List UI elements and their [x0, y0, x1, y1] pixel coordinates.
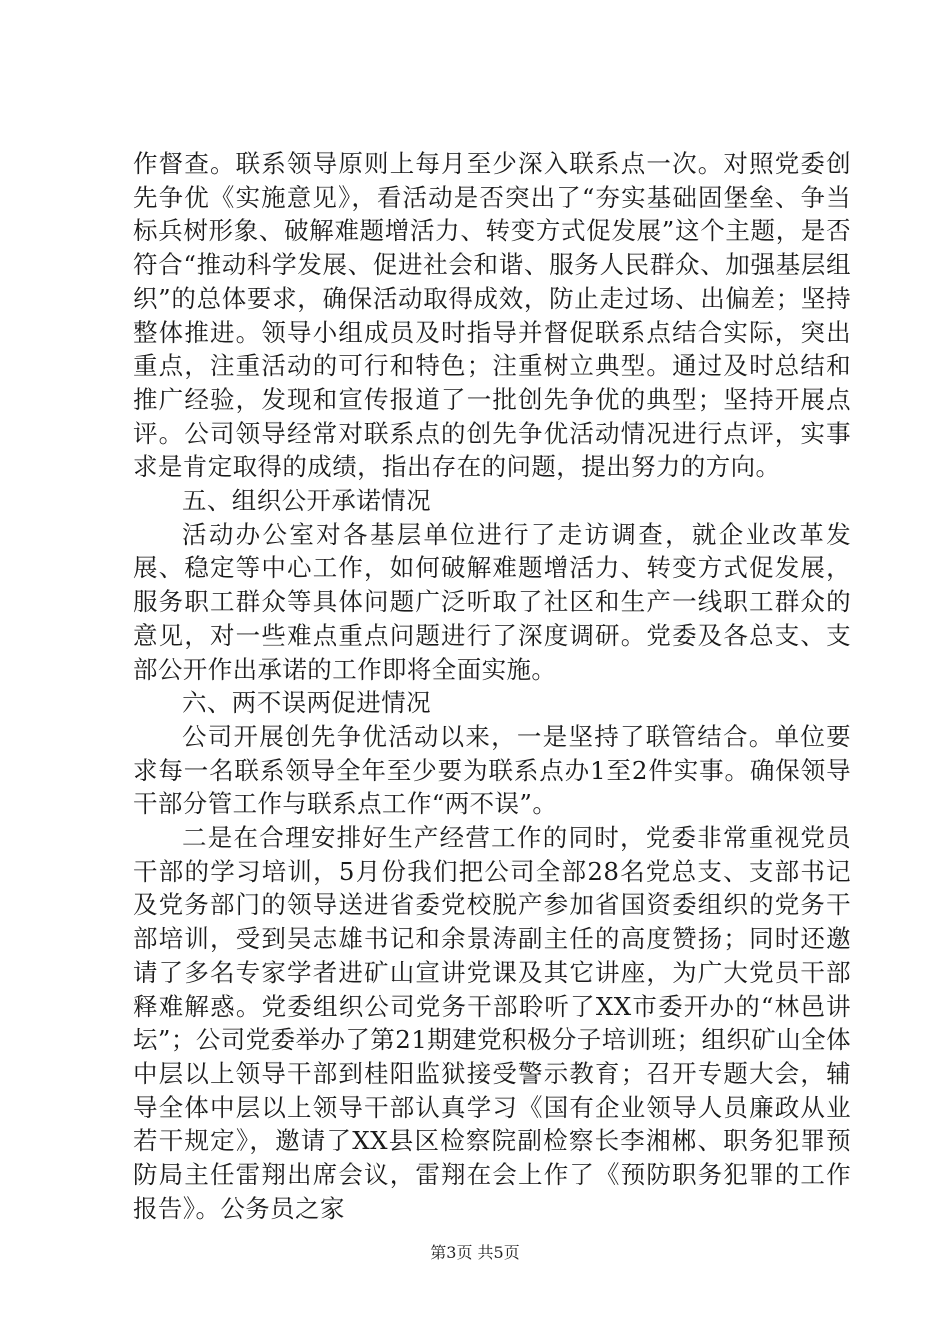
- section-heading-five: 五、组织公开承诺情况: [182, 486, 431, 516]
- section-heading-six: 六、两不误两促进情况: [182, 688, 431, 718]
- paragraph-training: 二是在合理安排好生产经营工作的同时，党委非常重视党员干部的学习培训，5月份我们把公司全部28名党总支、支部书记及党务部门的领导送进省委党校脱产参加省国资委组织的党务干部培训，受到吴志雄书记和余景涛副主任的高度赞扬；同时还邀请了多名专家学者进矿山宣讲党课及其它讲座，为广大党员干部释难解惑。党委组织公司党务干部聆听了XX市委开办的“林邑讲坛”；公司党委举办了第21期建党积极分子培训班；组织矿山全体中层以上领导干部到桂阳监狱接受警示教育；召开专题大会，辅导全体中层以上领导干部认真学习《国有企业领导人员廉政从业若干规定》，邀请了XX县区检察院副检察长李湘郴、职务犯罪预防局主任雷翔出席会议，雷翔在会上作了《预防职务犯罪的工作报告》。公务员之家: [133, 823, 851, 1223]
- document-body: [133, 147, 851, 1226]
- paragraph-linkage: 公司开展创先争优活动以来，一是坚持了联管结合。单位要求每一名联系领导全年至少要为联系点办1至2件实事。确保领导干部分管工作与联系点工作“两不误”。: [133, 721, 851, 819]
- paragraph-continuation: 作督查。联系领导原则上每月至少深入联系点一次。对照党委创先争优《实施意见》，看活动是否突出了“夯实基础固堡垒、争当标兵树形象、破解难题增活力、转变方式促发展”这个主题，是否符合“推动科学发展、促进社会和谐、服务人民群众、加强基层组织”的总体要求，确保活动取得成效，防止走过场、出偏差；坚持整体推进。领导小组成员及时指导并督促联系点结合实际，突出重点，注重活动的可行和特色；注重树立典型。通过及时总结和推广经验，发现和宣传报道了一批创先争优的典型；坚持开展点评。公司领导经常对联系点的创先争优活动情况进行点评，实事求是肯定取得的成绩，指出存在的问题，提出努力的方向。: [133, 149, 851, 482]
- paragraph-public-commitment: 活动办公室对各基层单位进行了走访调查，就企业改革发展、稳定等中心工作，如何破解难题增活力、转变方式促发展，服务职工群众等具体问题广泛听取了社区和生产一线职工群众的意见，对一些难点重点问题进行了深度调研。党委及各总支、支部公开作出承诺的工作即将全面实施。: [133, 519, 851, 684]
- page-number-footer: 第3页 共5页: [430, 1243, 520, 1262]
